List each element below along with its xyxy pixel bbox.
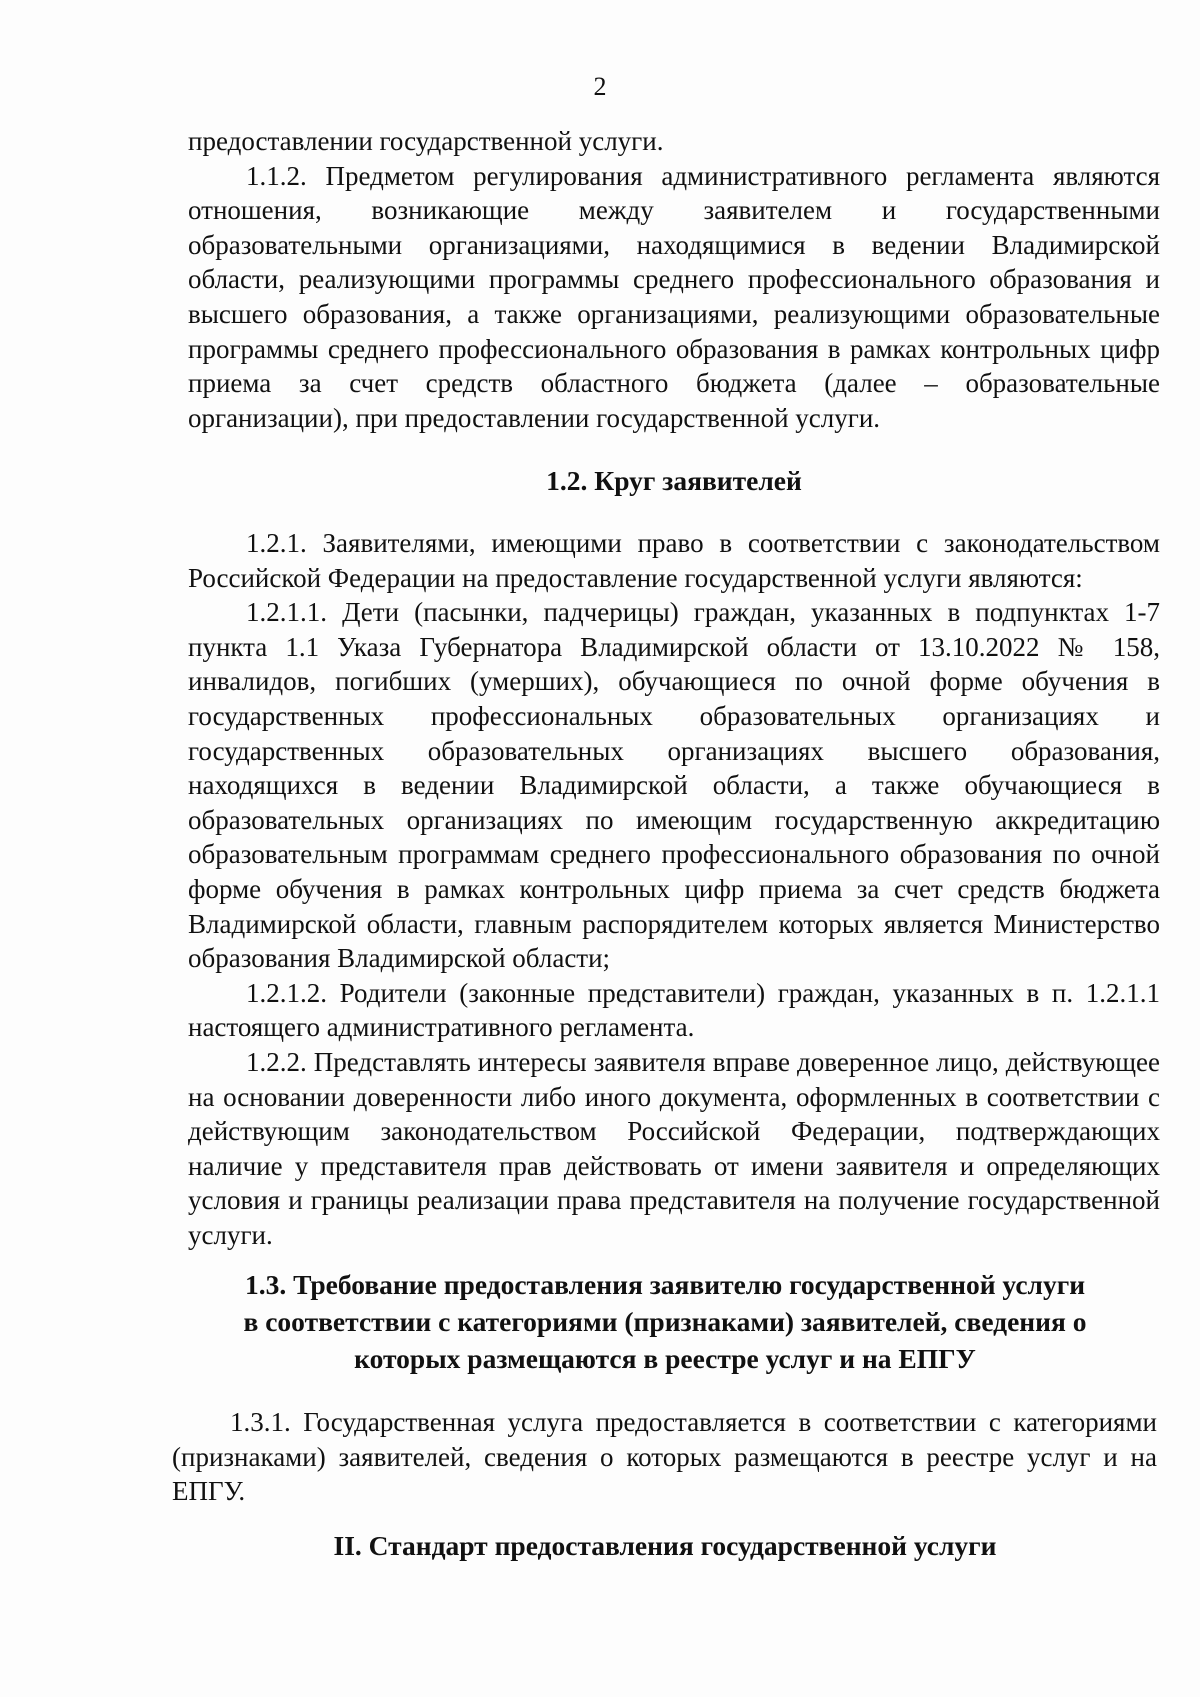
paragraph-1-2-1-1: 1.2.1.1. Дети (пасынки, падчерицы) граждан, указанных в подпунктах 1-7 пункта 1.1 Указа Губернатора Владимирской области от 13.10.2022 № 158, инвалидов, погибших (умерших), обучающиеся по очной форме обучения в государственных профессиональных образовательных организациях и государственных образовательных организациях высшего образования, находящихся в ведении Владимирской области, а также обучающиеся в образовательных организациях по имеющим государственную аккредитацию образовательным программам среднего профессионального образования по очной форме обучения в рамках контрольных цифр приема за счет средств бюджета Владимирской области, главным распорядителем которых является Министерство образования Владимирской области; bbox=[188, 597, 1160, 974]
heading-1-2: 1.2. Круг заявителей bbox=[546, 465, 802, 496]
heading-1-3 bbox=[170, 1266, 1160, 1377]
section-1-1-text bbox=[188, 124, 1160, 435]
paragraph-1-3-1: 1.3.1. Государственная услуга предоставляется в соответствии с категориями (признаками) заявителей, сведения о которых размещаются в реестре услуг и на ЕПГУ. bbox=[172, 1407, 1157, 1507]
paragraph-1-2-1-2: 1.2.1.2. Родители (законные представители) граждан, указанных в п. 1.2.1.1 настоящего административного регламента. bbox=[188, 977, 1160, 1043]
paragraph-continuation: предоставлении государственной услуги. bbox=[188, 126, 664, 156]
section-1-3-text bbox=[172, 1405, 1157, 1509]
paragraph-1-1-2: 1.1.2. Предметом регулирования административного регламента являются отношения, возникающие между заявителем и государственными образовательными организациями, находящимися в ведении Владимирской области, реализующими программы среднего профессионального образования и высшего образования, а также организациями, реализующими образовательные программы среднего профессионального образования в рамках контрольных цифр приема за счет средств областного бюджета (далее – образовательные организации), при предоставлении государственной услуги. bbox=[188, 160, 1160, 433]
heading-1-3-line-2: в соответствии с категориями (признаками) заявителей, сведения о bbox=[243, 1306, 1087, 1337]
heading-1-3-line-3: которых размещаются в реестре услуг и на ЕПГУ bbox=[354, 1343, 976, 1374]
paragraph-1-2-1: 1.2.1. Заявителями, имеющими право в соответствии с законодательством Российской Федерации на предоставление государственной услуги являются: bbox=[188, 528, 1160, 593]
section-1-2-text bbox=[188, 526, 1160, 1252]
heading-1-3-line-1: 1.3. Требование предоставления заявителю государственной услуги bbox=[244, 1269, 1086, 1300]
paragraph-1-2-2: 1.2.2. Представлять интересы заявителя вправе доверенное лицо, действующее на основании доверенности либо иного документа, оформленных в соответствии с действующим законодательством Российской Федерации, подтверждающих наличие у представителя прав действовать от имени заявителя и определяющих условия и границы реализации права представителя на получение государственной услуги. bbox=[188, 1046, 1160, 1250]
heading-section-2: II. Стандарт предоставления государственной услуги bbox=[333, 1530, 997, 1561]
page-number: 2 bbox=[593, 72, 607, 101]
